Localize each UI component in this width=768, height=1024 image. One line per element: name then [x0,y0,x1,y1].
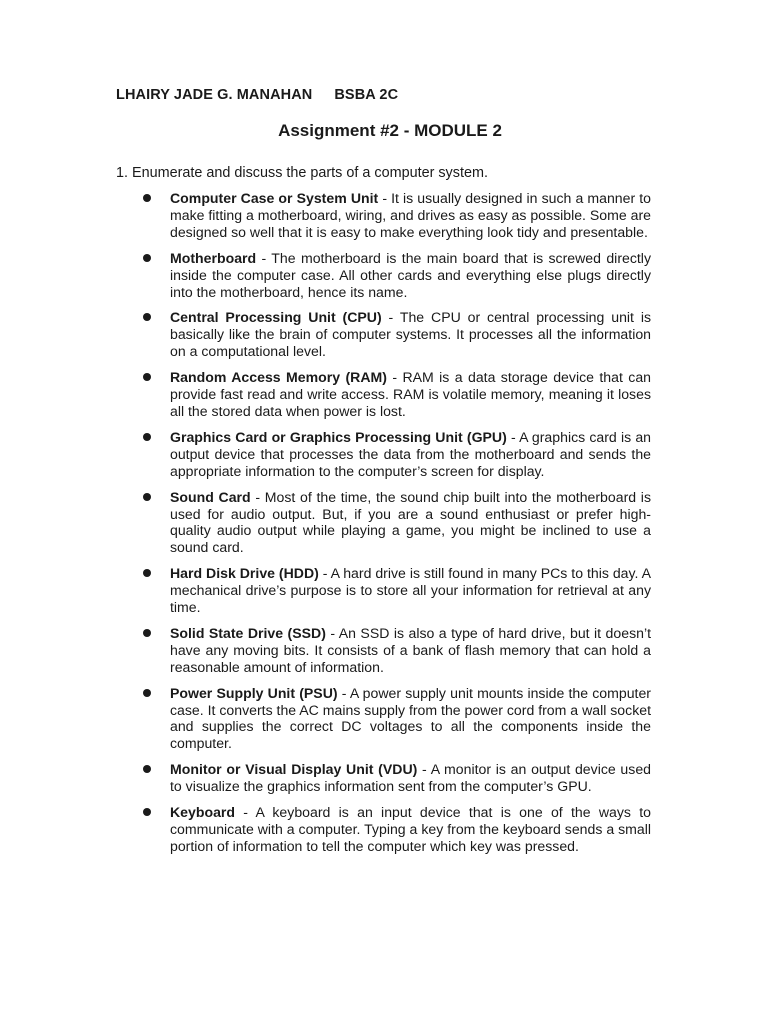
list-item [170,489,651,557]
item-text: - An SSD is also a type of hard drive, but it doesn’t have any moving bits. It consists of a bank of flash memory that can hold a reasonable amount of information. [170,624,651,675]
student-name: LHAIRY JADE G. MANAHAN [116,87,313,103]
bullet-icon [143,313,151,321]
item-title: Hard Disk Drive (HDD) [170,565,319,582]
list-item [170,369,651,420]
parts-list [0,190,768,864]
item-title: Sound Card [170,488,251,505]
list-item [170,250,651,301]
bullet-icon [143,629,151,637]
course-section: BSBA 2C [334,87,399,103]
item-title: Graphics Card or Graphics Processing Unit (GPU) [170,428,507,445]
item-text: - Most of the time, the sound chip built into the motherboard is used for audio output. But, if you are a sound enthusiast or prefer high-quality audio output while playing a game, you might be inclined to use a sound card. [170,488,651,556]
item-title: Central Processing Unit (CPU) [170,309,382,326]
list-item [170,804,651,855]
student-header [116,87,398,103]
item-title: Monitor or Visual Display Unit (VDU) [170,761,418,778]
list-item [170,309,651,360]
list-item [170,190,651,241]
list-item [170,761,651,795]
bullet-icon [143,569,151,577]
bullet-icon [143,194,151,202]
question-prompt: 1. Enumerate and discuss the parts of a computer system. [116,165,488,181]
item-text: - RAM is a data storage device that can provide fast read and write access. RAM is volatile memory, meaning it loses all the stored data when power is lost. [170,369,651,419]
bullet-icon [143,808,151,816]
item-text: - A keyboard is an input device that is one of the ways to communicate with a computer. Typing a key from the keyboard sends a small portion of information to tell the computer which key was pressed. [170,804,651,854]
bullet-icon [143,689,151,697]
item-text: - The CPU or central processing unit is basically like the brain of computer systems. It processes all the information on a computational level. [170,309,651,360]
bullet-icon [143,493,151,501]
list-item [170,625,651,676]
item-title: Power Supply Unit (PSU) [170,684,338,701]
bullet-icon [143,765,151,773]
assignment-title: Assignment #2 - MODULE 2 [278,121,502,140]
bullet-icon [143,254,151,262]
item-text: - It is usually designed in such a manner to make fitting a motherboard, wiring, and drives as easy as possible. Some are designed so well that it is easy to make everything look tidy and presentable. [170,190,651,240]
item-title: Computer Case or System Unit [170,190,379,206]
item-text: - A graphics card is an output device that processes the data from the motherboard and sends the appropriate information to the computer’s screen for display. [170,428,651,479]
item-title: Keyboard [170,804,236,821]
item-text: - A monitor is an output device used to visualize the graphics information sent from the computer’s GPU. [170,761,651,795]
item-text: - A hard drive is still found in many PCs to this day. A mechanical drive’s purpose is to store all your information for retrieval at any time. [170,565,651,616]
item-title: Motherboard [170,249,257,266]
item-title: Solid State Drive (SSD) [170,624,326,641]
item-text: - The motherboard is the main board that is screwed directly inside the computer case. All other cards and everything else plugs directly into the motherboard, hence its name. [170,249,651,300]
item-text: - A power supply unit mounts inside the computer case. It converts the AC mains supply from the power cord from a wall socket and supplies the correct DC voltages to all the components inside the computer. [170,684,651,752]
list-item [170,685,651,753]
bullet-icon [143,373,151,381]
list-item [170,565,651,616]
list-item [170,429,651,480]
bullet-icon [143,433,151,441]
item-title: Random Access Memory (RAM) [170,369,387,386]
